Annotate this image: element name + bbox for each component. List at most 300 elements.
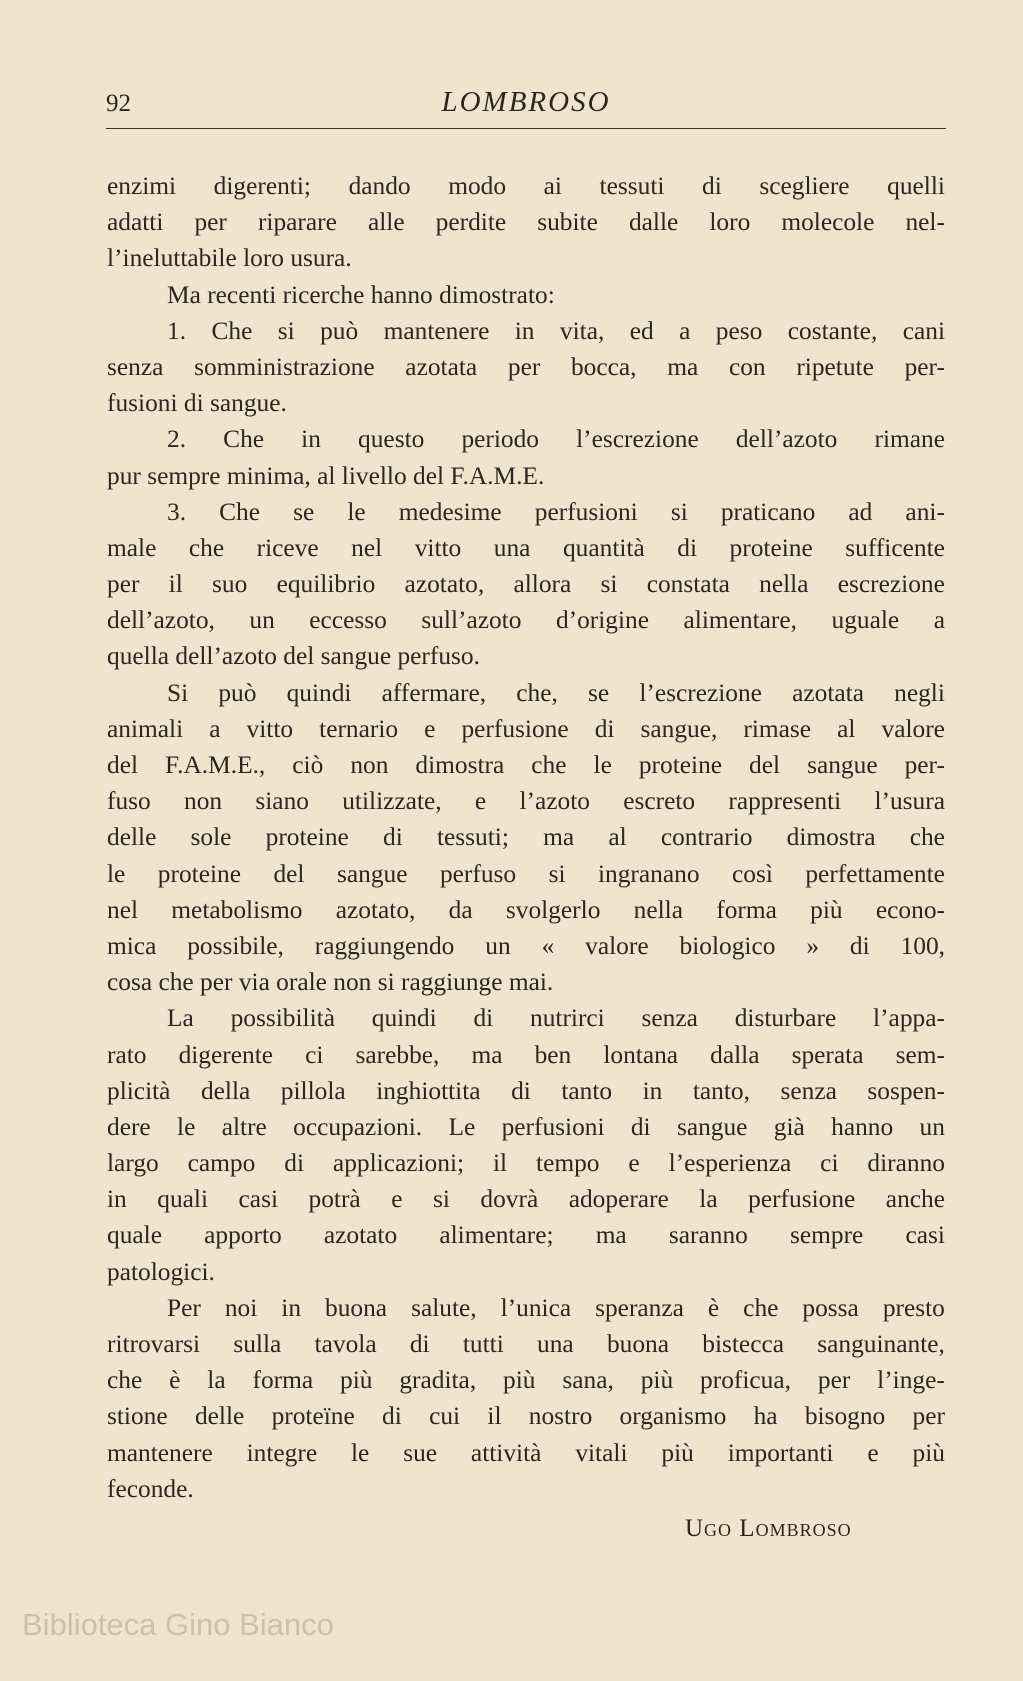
word: Le <box>448 1112 476 1141</box>
word: perfettamente <box>805 859 945 888</box>
word: che <box>531 751 567 779</box>
word: sospen- <box>867 1076 945 1105</box>
word: azotato, <box>404 570 485 599</box>
word: della <box>200 1076 251 1105</box>
page-number: 92 <box>106 90 131 117</box>
word: in <box>514 316 535 345</box>
word: per- <box>904 751 945 779</box>
word: escrezione <box>837 570 945 599</box>
word: forma <box>252 1366 314 1395</box>
word: mantenere <box>107 1438 213 1467</box>
word: del <box>749 751 781 779</box>
word: per <box>507 352 541 381</box>
word: raggiungendo <box>314 931 455 960</box>
word: al <box>837 714 856 743</box>
word: attività <box>470 1438 542 1467</box>
word: uguale <box>831 606 900 635</box>
word: enzimi <box>107 172 177 200</box>
word: e <box>391 1185 403 1214</box>
text-line <box>107 819 945 855</box>
word: anche <box>885 1185 945 1214</box>
word: ad <box>848 497 873 526</box>
word: delle <box>107 823 157 852</box>
word: potrà <box>308 1185 361 1214</box>
word: ha <box>753 1402 778 1431</box>
word: così <box>731 859 773 888</box>
word: dere <box>107 1112 151 1141</box>
word: non <box>184 787 223 816</box>
word: perfusione <box>748 1185 856 1214</box>
word: contrario <box>660 823 753 852</box>
word: dell’azoto, <box>107 606 215 635</box>
text-line <box>107 1181 945 1217</box>
word: lontana <box>603 1040 679 1069</box>
word: proteine <box>157 859 241 888</box>
word: ai <box>543 172 562 200</box>
word: vitto <box>246 714 294 743</box>
word: e <box>424 714 436 743</box>
word: stione <box>107 1402 168 1431</box>
word: plicità <box>107 1076 171 1105</box>
word: ingranano <box>597 859 700 888</box>
text-line <box>107 928 945 964</box>
text-line <box>107 675 945 711</box>
word: di <box>630 1112 651 1141</box>
word: si <box>600 570 618 599</box>
word: di <box>284 1149 304 1178</box>
word: sull’azoto <box>421 606 522 635</box>
word: peso <box>715 316 763 345</box>
word: « <box>541 931 555 960</box>
text-line <box>107 602 945 638</box>
word: siano <box>255 787 309 816</box>
word: di <box>383 823 403 852</box>
word: per <box>194 208 227 237</box>
word: medesime <box>398 497 502 526</box>
word: dando <box>348 172 411 200</box>
word: econo- <box>875 895 945 924</box>
word: l’esperienza <box>668 1149 792 1178</box>
text-line <box>107 856 945 892</box>
text-line <box>107 1109 945 1145</box>
word: che <box>909 823 945 852</box>
word: vita, <box>559 316 605 345</box>
word: del <box>107 751 139 779</box>
word: di <box>382 1402 402 1431</box>
word: di <box>677 533 698 562</box>
word: noi <box>224 1293 258 1322</box>
word: casi <box>905 1221 945 1250</box>
word: quali <box>157 1185 209 1214</box>
text-line <box>107 1145 945 1181</box>
word: a <box>679 316 691 345</box>
word: largo <box>107 1149 159 1178</box>
word: hanno <box>831 1112 894 1141</box>
word: dovrà <box>480 1185 539 1214</box>
word: proteine <box>265 823 349 852</box>
word: gradita, <box>399 1366 477 1395</box>
word: un <box>485 931 511 960</box>
word: periodo <box>461 425 539 454</box>
word: proficua, <box>700 1366 791 1395</box>
word: adatti <box>107 208 164 237</box>
word: » <box>806 931 820 960</box>
word: inghiottita <box>376 1076 481 1105</box>
word: adoperare <box>568 1185 669 1214</box>
word: cani <box>902 316 945 345</box>
word: se <box>588 678 610 707</box>
word: da <box>448 895 473 924</box>
word: presto <box>882 1293 945 1322</box>
word: delle <box>194 1402 245 1431</box>
word: tanto <box>561 1076 613 1105</box>
word: ci <box>305 1040 324 1069</box>
word: somministrazione <box>194 352 375 381</box>
word: sangue, <box>640 714 718 743</box>
word: in <box>642 1076 663 1105</box>
word: per <box>912 1402 945 1431</box>
word: sperata <box>791 1040 864 1069</box>
word: metabolismo <box>171 895 303 924</box>
word: riparare <box>257 208 337 237</box>
word: in <box>107 1185 127 1214</box>
word: speranza <box>595 1293 684 1322</box>
word: 1. <box>167 316 187 345</box>
word: che, <box>516 678 558 707</box>
word: ani- <box>905 497 945 526</box>
word: 100, <box>900 931 945 960</box>
word: ma <box>595 1221 627 1250</box>
word: può <box>320 316 359 345</box>
word: un <box>249 606 275 635</box>
text-line <box>107 711 945 747</box>
word: che <box>743 1293 779 1322</box>
word: più <box>640 1366 674 1395</box>
library-watermark: Biblioteca Gino Bianco <box>22 1607 334 1642</box>
word: a <box>933 606 945 635</box>
word: forma <box>716 895 777 924</box>
word: campo <box>187 1149 256 1178</box>
running-head: LOMBROSO <box>441 86 611 118</box>
word: senza <box>641 1004 698 1033</box>
word: l’azoto <box>519 787 590 816</box>
header-rule <box>106 128 946 129</box>
word: F.A.M.E., <box>165 751 266 779</box>
word: nel <box>107 895 139 924</box>
text-line <box>107 277 945 313</box>
word: nostro <box>528 1402 593 1431</box>
word: perfuso <box>439 859 517 888</box>
text-line <box>107 1398 945 1434</box>
word: pillola <box>280 1076 346 1105</box>
word: in <box>301 425 321 454</box>
word: di <box>594 714 615 743</box>
word: possa <box>802 1293 859 1322</box>
word: è <box>707 1293 720 1322</box>
text-line-content: quella dell’azoto del sangue perfuso. <box>107 642 480 671</box>
word: per- <box>904 352 945 381</box>
text-line <box>107 1290 945 1326</box>
word: la <box>207 1366 226 1395</box>
word: perfusioni <box>501 1112 605 1141</box>
text-line-content: feconde. <box>107 1474 194 1503</box>
word: Per <box>167 1293 201 1322</box>
word: organismo <box>619 1402 727 1431</box>
word: si <box>548 859 566 888</box>
word: ma <box>543 823 575 852</box>
word: nella <box>633 895 683 924</box>
text-line <box>107 1435 945 1471</box>
word: quale <box>107 1221 162 1250</box>
word: nella <box>759 570 809 599</box>
word: diranno <box>867 1149 945 1178</box>
word: saranno <box>668 1221 748 1250</box>
word: importanti <box>727 1438 834 1467</box>
word: escreto <box>623 787 696 816</box>
text-line-content: Ma recenti ricerche hanno dimostrato: <box>167 280 555 309</box>
word: quelli <box>887 172 945 200</box>
word: azotato, <box>335 895 416 924</box>
word: a <box>209 714 221 743</box>
word: bistecca <box>702 1330 785 1358</box>
text-line <box>107 204 945 240</box>
text-line <box>107 964 945 1000</box>
word: in <box>281 1293 302 1322</box>
word: non <box>350 751 389 779</box>
word: vitto <box>414 533 462 562</box>
word: bisogno <box>804 1402 886 1431</box>
word: di <box>702 172 722 200</box>
word: sarebbe, <box>355 1040 440 1069</box>
word: dimostra <box>786 823 876 852</box>
word: più <box>340 1366 373 1395</box>
word: valore <box>881 714 945 743</box>
text-line-content: l’ineluttabile loro usura. <box>107 244 352 273</box>
text-line <box>107 783 945 819</box>
word: scegliere <box>759 172 850 200</box>
text-line <box>107 1037 945 1073</box>
text-line <box>107 240 945 276</box>
text-line <box>107 638 945 674</box>
word: l’appa- <box>873 1004 945 1033</box>
word: buona <box>325 1293 388 1322</box>
word: sue <box>403 1438 438 1467</box>
word: biologico <box>679 931 776 960</box>
text-line <box>107 421 945 457</box>
word: quantità <box>562 533 645 562</box>
word: tempo <box>536 1149 600 1178</box>
word: ma <box>471 1040 503 1069</box>
word: l’usura <box>874 787 945 816</box>
word: dalla <box>710 1040 760 1069</box>
word: perfusione <box>461 714 569 743</box>
word: tanto, <box>692 1076 750 1105</box>
word: alimentare; <box>439 1221 554 1250</box>
word: constata <box>646 570 730 599</box>
word: Che <box>223 425 265 454</box>
page-header <box>106 78 946 126</box>
word: sanguinante, <box>817 1330 945 1358</box>
word: di <box>473 1004 494 1033</box>
text-line <box>107 747 945 783</box>
word: ben <box>534 1040 572 1069</box>
word: l’unica <box>500 1293 572 1322</box>
word: con <box>728 352 766 381</box>
text-line <box>107 1073 945 1109</box>
word: 3. <box>167 497 187 526</box>
word: affermare, <box>381 678 487 707</box>
word: e <box>628 1149 640 1178</box>
text-line <box>107 494 945 530</box>
word: più <box>661 1438 694 1467</box>
word: le <box>350 1438 370 1467</box>
word: più <box>503 1366 536 1395</box>
word: Che <box>211 316 253 345</box>
word: le <box>347 497 366 526</box>
word: quindi <box>371 1004 437 1033</box>
word: senza <box>780 1076 837 1105</box>
word: salute, <box>411 1293 477 1322</box>
word: molecole <box>781 208 875 237</box>
word: sangue <box>807 751 878 779</box>
word: occupazioni. <box>293 1112 423 1141</box>
text-line <box>107 168 945 204</box>
text-line <box>107 1326 945 1362</box>
word: rappresenti <box>728 787 842 816</box>
word: dimostra <box>415 751 505 779</box>
text-line <box>107 1254 945 1290</box>
word: ritrovarsi <box>107 1330 201 1358</box>
word: rimase <box>743 714 812 743</box>
word: azotato <box>323 1221 398 1250</box>
word: possibilità <box>230 1004 335 1033</box>
word: di <box>849 931 870 960</box>
word: un <box>919 1112 945 1141</box>
word: l’escrezione <box>576 425 699 454</box>
word: nutrirci <box>530 1004 605 1033</box>
word: perfusioni <box>534 497 638 526</box>
word: subite <box>537 208 598 237</box>
word: fuso <box>107 787 151 816</box>
word: tessuti <box>599 172 665 200</box>
word: che <box>107 1366 143 1395</box>
word: possibile, <box>187 931 284 960</box>
word: ed <box>629 316 654 345</box>
word: vitali <box>575 1438 628 1467</box>
word: eccesso <box>309 606 387 635</box>
text-line <box>107 349 945 385</box>
text-line <box>107 530 945 566</box>
word: è <box>169 1366 181 1395</box>
word: al <box>608 823 627 852</box>
word: e <box>867 1438 879 1467</box>
word: l’escrezione <box>639 678 762 707</box>
word: costante, <box>787 316 878 345</box>
word: le <box>177 1112 196 1141</box>
word: d’origine <box>555 606 650 635</box>
word: modo <box>448 172 507 200</box>
word: proteine <box>638 751 723 779</box>
text-line <box>107 566 945 602</box>
word: per <box>107 570 140 599</box>
word: azotata <box>405 352 478 381</box>
word: male <box>107 533 157 562</box>
word: casi <box>238 1185 279 1214</box>
word: applicazioni; <box>332 1149 465 1178</box>
word: sulla <box>233 1330 282 1358</box>
word: tessuti; <box>436 823 509 852</box>
word: sempre <box>790 1221 864 1250</box>
word: se <box>293 497 315 526</box>
word: praticano <box>720 497 816 526</box>
word: più <box>912 1438 945 1467</box>
word: può <box>218 678 257 707</box>
word: equilibrio <box>276 570 376 599</box>
text-line <box>107 313 945 349</box>
word: alimentare, <box>683 606 798 635</box>
word: di <box>409 1330 430 1358</box>
word: ternario <box>319 714 399 743</box>
word: 2. <box>167 425 187 454</box>
text-line <box>107 1471 945 1507</box>
word: quindi <box>286 678 352 707</box>
text-line-content: patologici. <box>107 1257 215 1286</box>
word: sangue <box>336 859 408 888</box>
word: tutti <box>462 1330 504 1358</box>
word: si <box>432 1185 450 1214</box>
word: per <box>817 1366 851 1395</box>
word: più <box>810 895 843 924</box>
word: proteine <box>729 533 813 562</box>
word: di <box>511 1076 531 1105</box>
word: ma <box>667 352 699 381</box>
word: le <box>107 859 126 888</box>
word: ripetute <box>796 352 874 381</box>
word: si <box>277 316 295 345</box>
word: negli <box>894 678 945 707</box>
word: buona <box>606 1330 669 1358</box>
word: dalle <box>628 208 679 237</box>
word: disturbare <box>734 1004 837 1033</box>
word: già <box>773 1112 805 1141</box>
text-line <box>107 1000 945 1036</box>
word: del <box>273 859 305 888</box>
word: digerenti; <box>213 172 311 200</box>
word: sole <box>190 823 232 852</box>
word: il <box>168 570 183 599</box>
word: mica <box>107 931 157 960</box>
word: la <box>699 1185 718 1214</box>
word: tavola <box>314 1330 377 1358</box>
word: sufficente <box>845 533 945 562</box>
word: l’inge- <box>877 1366 945 1395</box>
word: allora <box>513 570 572 599</box>
word: una <box>537 1330 574 1358</box>
word: il <box>487 1402 502 1431</box>
word: senza <box>107 352 164 381</box>
word: digerente <box>178 1040 274 1069</box>
word: Che <box>219 497 261 526</box>
word: rato <box>107 1040 147 1069</box>
word: questo <box>358 425 425 454</box>
word: cui <box>429 1402 461 1431</box>
word: sangue <box>676 1112 748 1141</box>
word: ci <box>820 1149 839 1178</box>
word: suo <box>212 570 248 599</box>
word: e <box>474 787 487 816</box>
word: una <box>493 533 531 562</box>
word: nel- <box>905 208 945 237</box>
